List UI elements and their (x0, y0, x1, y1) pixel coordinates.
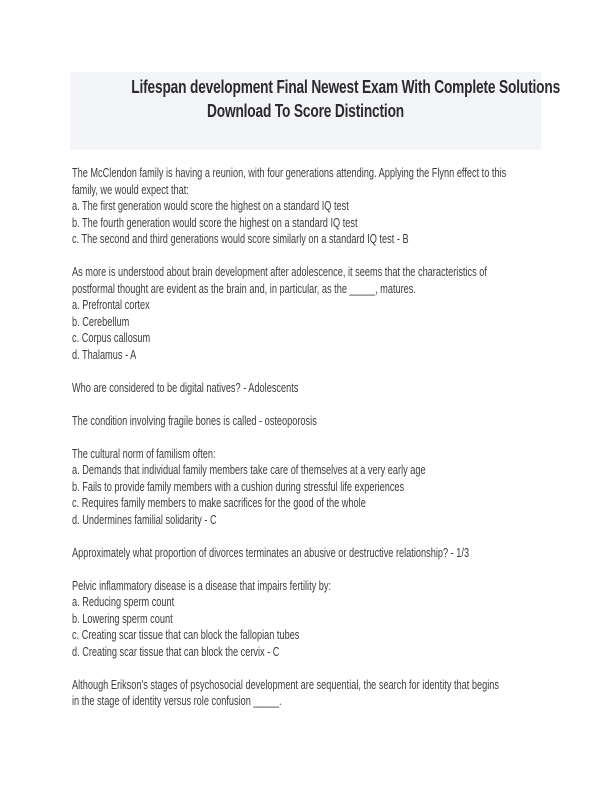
document-title (70, 75, 561, 123)
answer-option: d. Undermines familial solidarity - C (72, 512, 217, 527)
answer-option: c. The second and third generations would score similarly on a standard IQ test - B (72, 232, 409, 246)
answer-option: a. Prefrontal cortex (72, 298, 150, 312)
answer-option: c. Creating scar tissue that can block the fallopian tubes (72, 628, 300, 642)
question-block (72, 578, 542, 661)
title-banner (70, 72, 561, 150)
answer-option: d. Thalamus - A (72, 347, 137, 362)
answer-option: a. The first generation would score the highest on a standard IQ test (72, 199, 349, 213)
question-block (72, 545, 542, 562)
answer-option: c. Corpus callosum (72, 331, 151, 345)
answer-option: d. Creating scar tissue that can block the cervix - C (72, 644, 280, 659)
answer-option: a. Demands that individual family members take care of themselves at a very early age (72, 463, 426, 477)
question-text: The condition involving fragile bones is called - osteoporosis (72, 413, 317, 428)
question-text: Approximately what proportion of divorces terminates an abusive or destructive relationship? - 1/3 (72, 545, 470, 560)
question-text: Although Erikson's stages of psychosocial development are sequential, the search for identity that begins (72, 677, 499, 692)
question-text: Who are considered to be digital natives? - Adolescents (72, 380, 299, 395)
question-block (72, 264, 542, 363)
question-text: The cultural norm of familism often: (72, 446, 216, 461)
question-text: The McClendon family is having a reunion, with four generations attending. Applying the Flynn effect to this (72, 166, 507, 180)
question-text: As more is understood about brain development after adolescence, it seems that the characteristics of (72, 265, 487, 279)
question-block (72, 446, 542, 529)
title-line: Lifespan development Final Newest Exam With Complete Solutions (131, 76, 561, 97)
question-block (72, 165, 542, 248)
answer-option: b. Lowering sperm count (72, 611, 173, 626)
answer-option: b. The fourth generation would score the highest on a standard IQ test (72, 215, 358, 230)
answer-option: a. Reducing sperm count (72, 595, 175, 609)
title-line: Download To Score Distinction (206, 100, 405, 121)
question-text: in the stage of identity versus role confusion _____. (72, 694, 282, 708)
question-block (72, 413, 542, 430)
question-text: Pelvic inflammatory disease is a disease that impairs fertility by: (72, 578, 332, 593)
question-block (72, 677, 542, 710)
question-text: family, we would expect that: (72, 182, 189, 197)
question-list (72, 165, 542, 726)
answer-option: c. Requires family members to make sacrifices for the good of the whole (72, 496, 366, 510)
question-text: postformal thought are evident as the brain and, in particular, as the _____, matures. (72, 281, 416, 296)
answer-option: b. Cerebellum (72, 314, 130, 329)
question-block (72, 380, 542, 397)
answer-option: b. Fails to provide family members with a cushion during stressful life experiences (72, 479, 405, 494)
